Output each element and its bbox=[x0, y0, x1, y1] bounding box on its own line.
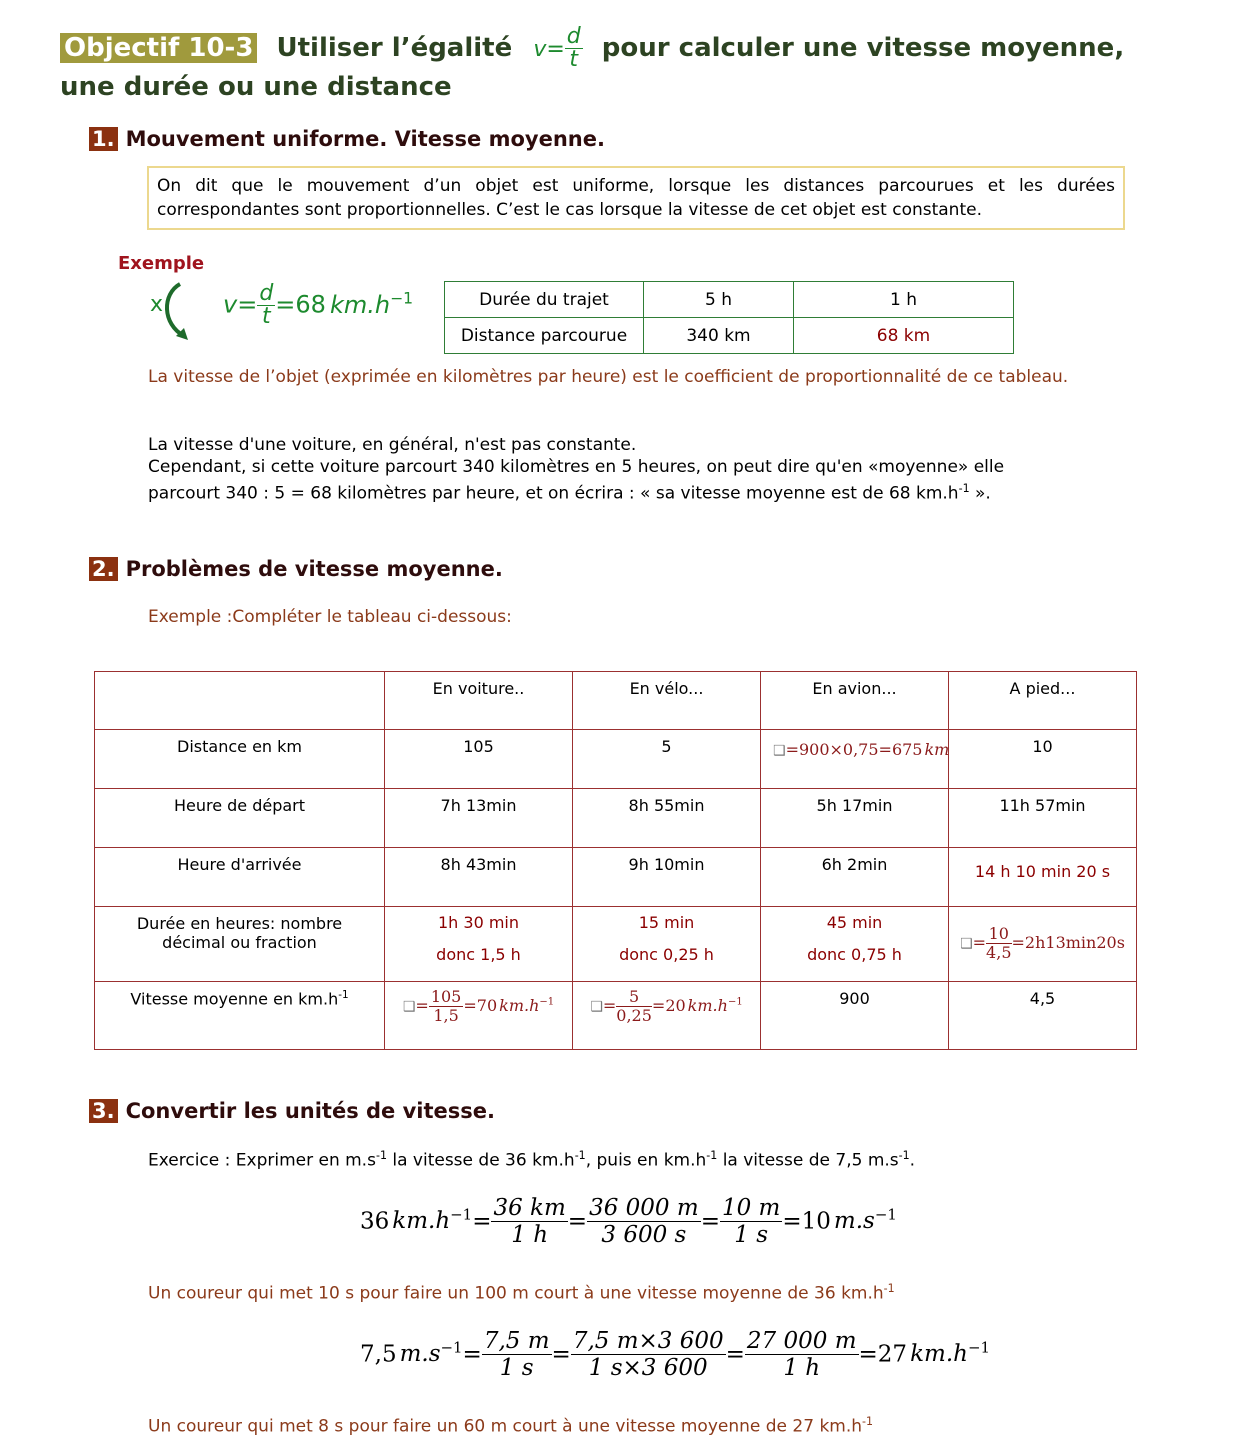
table-cell: 8h 55min bbox=[573, 789, 761, 848]
table-cell: 10 bbox=[949, 730, 1137, 789]
row-label: Vitesse moyenne en $km.h^{-1}$ bbox=[95, 982, 385, 1050]
table-cell: 1 h bbox=[794, 282, 1014, 318]
exercise-statement: Exercice : Exprimer en $m.s^{-1}$ la vitesse de 36 $km.h^{-1}$, puis en $km.h^{-1}$ la vitesse de 7,5 $m.s^{-1}$. bbox=[148, 1149, 916, 1171]
table-cell: Durée du trajet bbox=[445, 282, 644, 318]
table-cell-answer: 1h 30 min donc 1,5 h bbox=[385, 907, 573, 982]
table-cell: 5h 17min bbox=[761, 789, 949, 848]
column-header: En avion... bbox=[761, 672, 949, 730]
table-cell-answer: 45 min donc 0,75 h bbox=[761, 907, 949, 982]
example-formula: v= $\frac{d}{t}$ =68 $km.h^{-1}$ bbox=[223, 281, 414, 329]
conversion-formula-2: 7,5 $m.s^{-1}=$ $\frac{7,5 m}{1 s}$ = $\frac{7,5 m\times 3 600}{1 s\times 3 600}$ = $\frac{27 000 m}{1 h}$ =27 $km.h^{-1}$ bbox=[360, 1328, 990, 1382]
coefficient-note: La vitesse de l’objet (exprimée en kilomètres par heure) est le coefficient de proportionnalité de ce tableau. bbox=[148, 367, 1069, 387]
section2-title: Problèmes de vitesse moyenne. bbox=[125, 557, 503, 581]
definition-box: On dit que le mouvement d’un objet est uniforme, lorsque les distances parcourues et les durées correspondantes sont proportionnelles. C’est le cas lorsque la vitesse de cet objet est constante. bbox=[147, 166, 1125, 230]
table-cell: 6h 2min bbox=[761, 848, 949, 907]
row-label: Heure d'arrivée bbox=[95, 848, 385, 907]
column-header: En voiture.. bbox=[385, 672, 573, 730]
checkbox-icon: ❑ bbox=[590, 999, 603, 1015]
table-cell-answer: 68 km bbox=[794, 318, 1014, 354]
section1-number: 1. bbox=[89, 127, 118, 151]
paragraph-average-speed: La vitesse d'une voiture, en général, n'est pas constante. Cependant, si cette voiture parcourt 340 kilomètres en 5 heures, on peut dire qu'en «moyenne» elle parcourt 340 : 5 = 68 kilomètres par heure, et on écrira : « sa vitesse moyenne est de 68 $km.h^{-1}$ ». bbox=[148, 435, 1005, 504]
table-cell: Distance parcourue bbox=[445, 318, 644, 354]
table-cell-answer: 14 h 10 min 20 s bbox=[949, 848, 1137, 907]
section3-number: 3. bbox=[89, 1099, 118, 1123]
section1-heading bbox=[89, 127, 605, 151]
table-cell: 340 km bbox=[644, 318, 794, 354]
table-row bbox=[95, 982, 1137, 1050]
title-formula: v= $\frac{d}{t}$ bbox=[533, 24, 581, 72]
checkbox-icon: ❑ bbox=[402, 999, 416, 1015]
table-cell: 900 bbox=[761, 982, 949, 1050]
section2-number: 2. bbox=[89, 557, 118, 581]
section2-instruction: Exemple :Compléter le tableau ci-dessous: bbox=[148, 607, 512, 627]
column-header: A pied... bbox=[949, 672, 1137, 730]
table-row bbox=[95, 907, 1137, 982]
table-row bbox=[95, 730, 1137, 789]
section3-heading bbox=[89, 1099, 495, 1123]
proportion-table bbox=[444, 281, 1014, 354]
table-cell: 5 h bbox=[644, 282, 794, 318]
curved-arrow-icon bbox=[158, 280, 192, 344]
runner-note-1: Un coureur qui met 10 s pour faire un 100 m court à une vitesse moyenne de 36 $km.h^{-1}$ bbox=[148, 1282, 895, 1304]
objective-badge: Objectif 10-3 bbox=[60, 33, 257, 63]
table-cell: 9h 10min bbox=[573, 848, 761, 907]
row-label: Durée en heures: nombre décimal ou fraction bbox=[95, 907, 385, 982]
table-cell: 7h 13min bbox=[385, 789, 573, 848]
row-label: Distance en km bbox=[95, 730, 385, 789]
section2-heading bbox=[89, 557, 503, 581]
section1-title: Mouvement uniforme. Vitesse moyenne. bbox=[125, 127, 605, 151]
table-cell-answer: ❑= $\frac{105}{1,5}$ =70 $km.h^{-1}$ bbox=[385, 982, 573, 1050]
table-cell: 8h 43min bbox=[385, 848, 573, 907]
table-cell-answer: ❑= $\frac{10}{4,5}$ =2h13min20s bbox=[949, 907, 1137, 982]
speed-problems-table bbox=[94, 671, 1137, 1050]
table-cell bbox=[95, 672, 385, 730]
title-part2: pour calculer une vitesse moyenne, bbox=[601, 33, 1125, 63]
runner-note-2: Un coureur qui met 8 s pour faire un 60 m court à une vitesse moyenne de 27 $km.h^{-1}$ bbox=[148, 1415, 874, 1437]
table-row bbox=[95, 672, 1137, 730]
checkbox-icon: ❑ bbox=[773, 743, 786, 759]
table-row bbox=[95, 848, 1137, 907]
multiplier-x: x bbox=[150, 292, 164, 317]
table-cell: 4,5 bbox=[949, 982, 1137, 1050]
example-label: Exemple bbox=[118, 253, 205, 274]
section3-title: Convertir les unités de vitesse. bbox=[125, 1099, 495, 1123]
page-title bbox=[60, 26, 1190, 71]
row-label: Heure de départ bbox=[95, 789, 385, 848]
title-part1: Utiliser l’égalité bbox=[276, 33, 513, 63]
table-row bbox=[445, 282, 1014, 318]
table-cell: 11h 57min bbox=[949, 789, 1137, 848]
conversion-formula-1: 36 $km.h^{-1}=$ $\frac{36 km}{1 h}$ = $\frac{36 000 m}{3 600 s}$ = $\frac{10 m}{1 s}$ =10 $m.s^{-1}$ bbox=[360, 1195, 897, 1249]
table-cell: 5 bbox=[573, 730, 761, 789]
page-title-line2: une durée ou une distance bbox=[60, 72, 452, 102]
checkbox-icon: ❑ bbox=[960, 936, 973, 952]
table-cell: 105 bbox=[385, 730, 573, 789]
table-cell-answer: 15 min donc 0,25 h bbox=[573, 907, 761, 982]
table-row bbox=[445, 318, 1014, 354]
column-header: En vélo... bbox=[573, 672, 761, 730]
table-cell-answer: ❑= $\frac{5}{0,25}$ =20 $km.h^{-1}$ bbox=[573, 982, 761, 1050]
table-cell-answer: ❑=900×0,75=675 km bbox=[761, 730, 949, 789]
table-row bbox=[95, 789, 1137, 848]
